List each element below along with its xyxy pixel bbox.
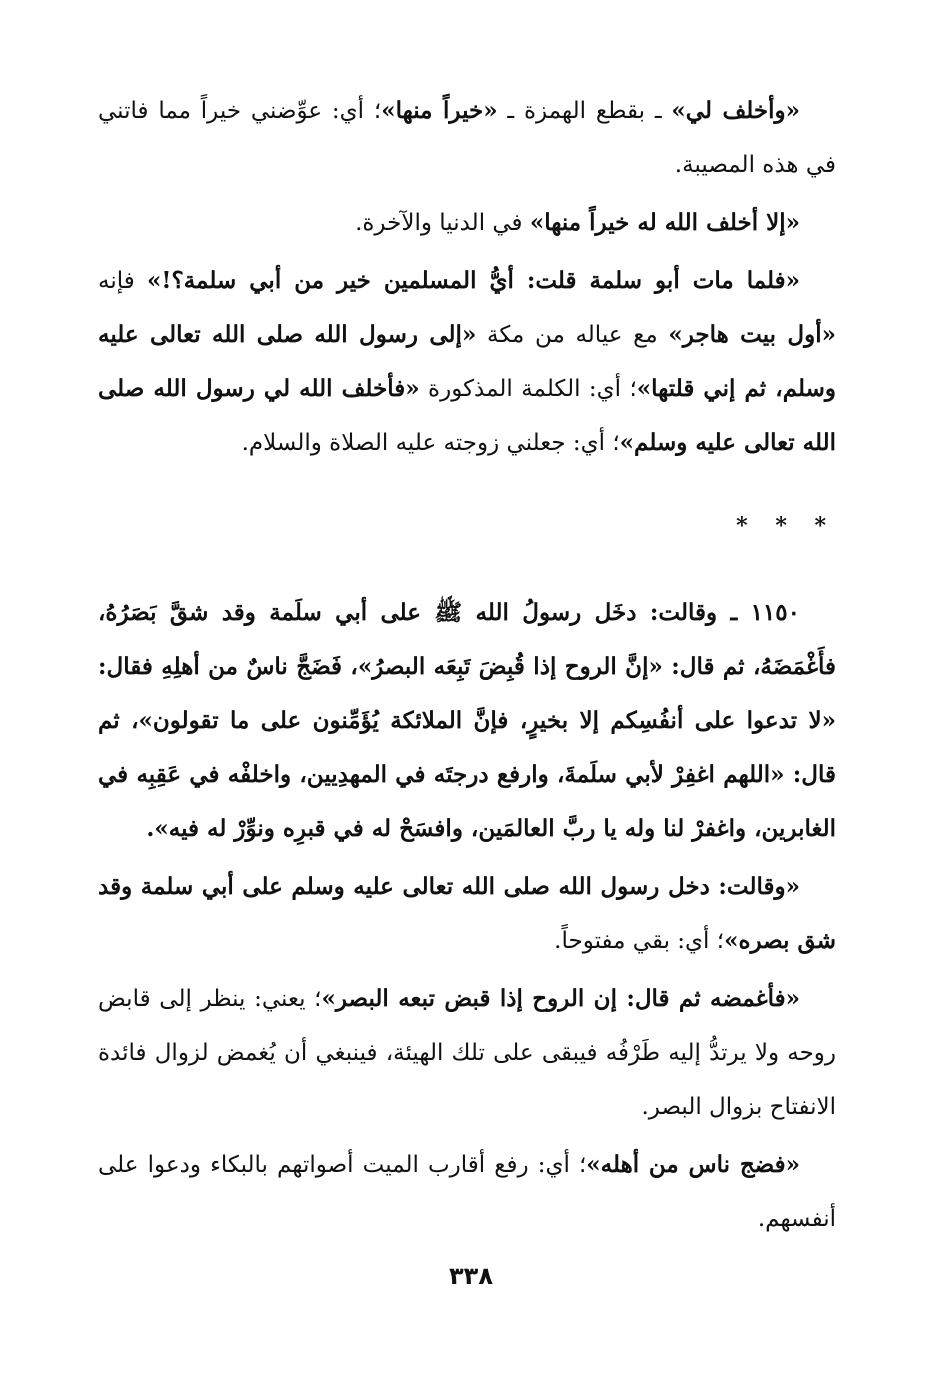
page-number: ٣٣٨ xyxy=(449,1262,493,1290)
commentary-text: مع عياله من مكة xyxy=(476,322,669,348)
commentary-text: ؛ أي: الكلمة المذكورة xyxy=(419,376,637,402)
main-text xyxy=(98,84,836,1246)
commentary-text: ؛ يعني: ينظر إلى قابض روحه ولا يرتدُّ إليه طَرْفُه فيبقى على تلك الهيئة، فينبغي أن يُغمض لزوال فائدة الانفتاح بزوال البصر. xyxy=(98,986,836,1120)
commentary-text: في الدنيا والآخرة. xyxy=(355,210,530,236)
commentary-text: ؛ أي: رفع أقارب الميت أصواتهم بالبكاء ودعوا على أنفسهم. xyxy=(98,1152,836,1232)
commentary-text: ؛ أي: جعلني زوجته عليه الصلاة والسلام. xyxy=(241,430,620,456)
hadith-text: ١١٥٠ ـ وقالت: دخَل رسولُ الله ﷺ على أبي سلَمة وقد شقَّ بَصَرُهُ، فأَغْمَضَهُ، ثم قال: «إنَّ الروح إذا قُبِضَ تَبِعَه البصرُ»، فَضَجَّ ناسٌ من أهلِهِ فقال: «لا تدعوا على أنفُسِكم إلا بخيرٍ، فإنَّ الملائكة يُؤَمِّنون على ما تقولون»، ثم قال: «اللهم اغفِرْ لأبي سلَمةَ، وارفع درجتَه في المهدِيين، واخلفْه في عَقِبِه في الغابرين، واغفرْ لنا وله يا ربَّ العالمَين، وافسَحْ له في قبرِه ونوِّرْ له فيه». xyxy=(98,599,836,842)
paragraph xyxy=(98,1138,836,1246)
quoted-text: «وأخلف لي» xyxy=(671,97,800,124)
paragraph xyxy=(98,84,836,192)
quoted-text: «فضج ناس من أهله» xyxy=(586,1151,800,1178)
quoted-text: «فأغمضه ثم قال: إن الروح إذا قبض تبعه البصر» xyxy=(321,985,800,1012)
commentary-text: ؛ أي: بقي مفتوحاً. xyxy=(554,928,725,954)
quoted-text: «أول بيت هاجر» xyxy=(668,321,836,348)
hadith-paragraph xyxy=(98,586,836,856)
quoted-text: «وقالت: دخل رسول الله صلى الله تعالى عليه وسلم على أبي سلمة وقد شق بصره» xyxy=(98,873,836,954)
commentary-text: ـ بقطع الهمزة ـ xyxy=(497,98,672,124)
quoted-text: «إلى رسول الله صلى الله تعالى عليه وسلم، ثم إني قلتها» xyxy=(98,321,836,402)
quoted-text: «فأخلف الله لي رسول الله صلى الله تعالى عليه وسلم» xyxy=(98,375,836,456)
quoted-text: «خيراً منها» xyxy=(381,97,498,124)
paragraph xyxy=(98,196,836,250)
section-divider: * * * xyxy=(736,513,836,539)
quoted-text: «فلما مات أبو سلمة قلت: أيُّ المسلمين خير من أبي سلمة؟!» xyxy=(147,267,800,294)
quoted-text: «إلا أخلف الله له خيراً منها» xyxy=(529,209,800,236)
paragraph xyxy=(98,860,836,968)
paragraph xyxy=(98,972,836,1134)
commentary-text: فإنه xyxy=(98,268,148,294)
commentary-text: ؛ أي: عوِّضني خيراً مما فاتني في هذه المصيبة. xyxy=(98,98,836,178)
paragraph xyxy=(98,254,836,470)
